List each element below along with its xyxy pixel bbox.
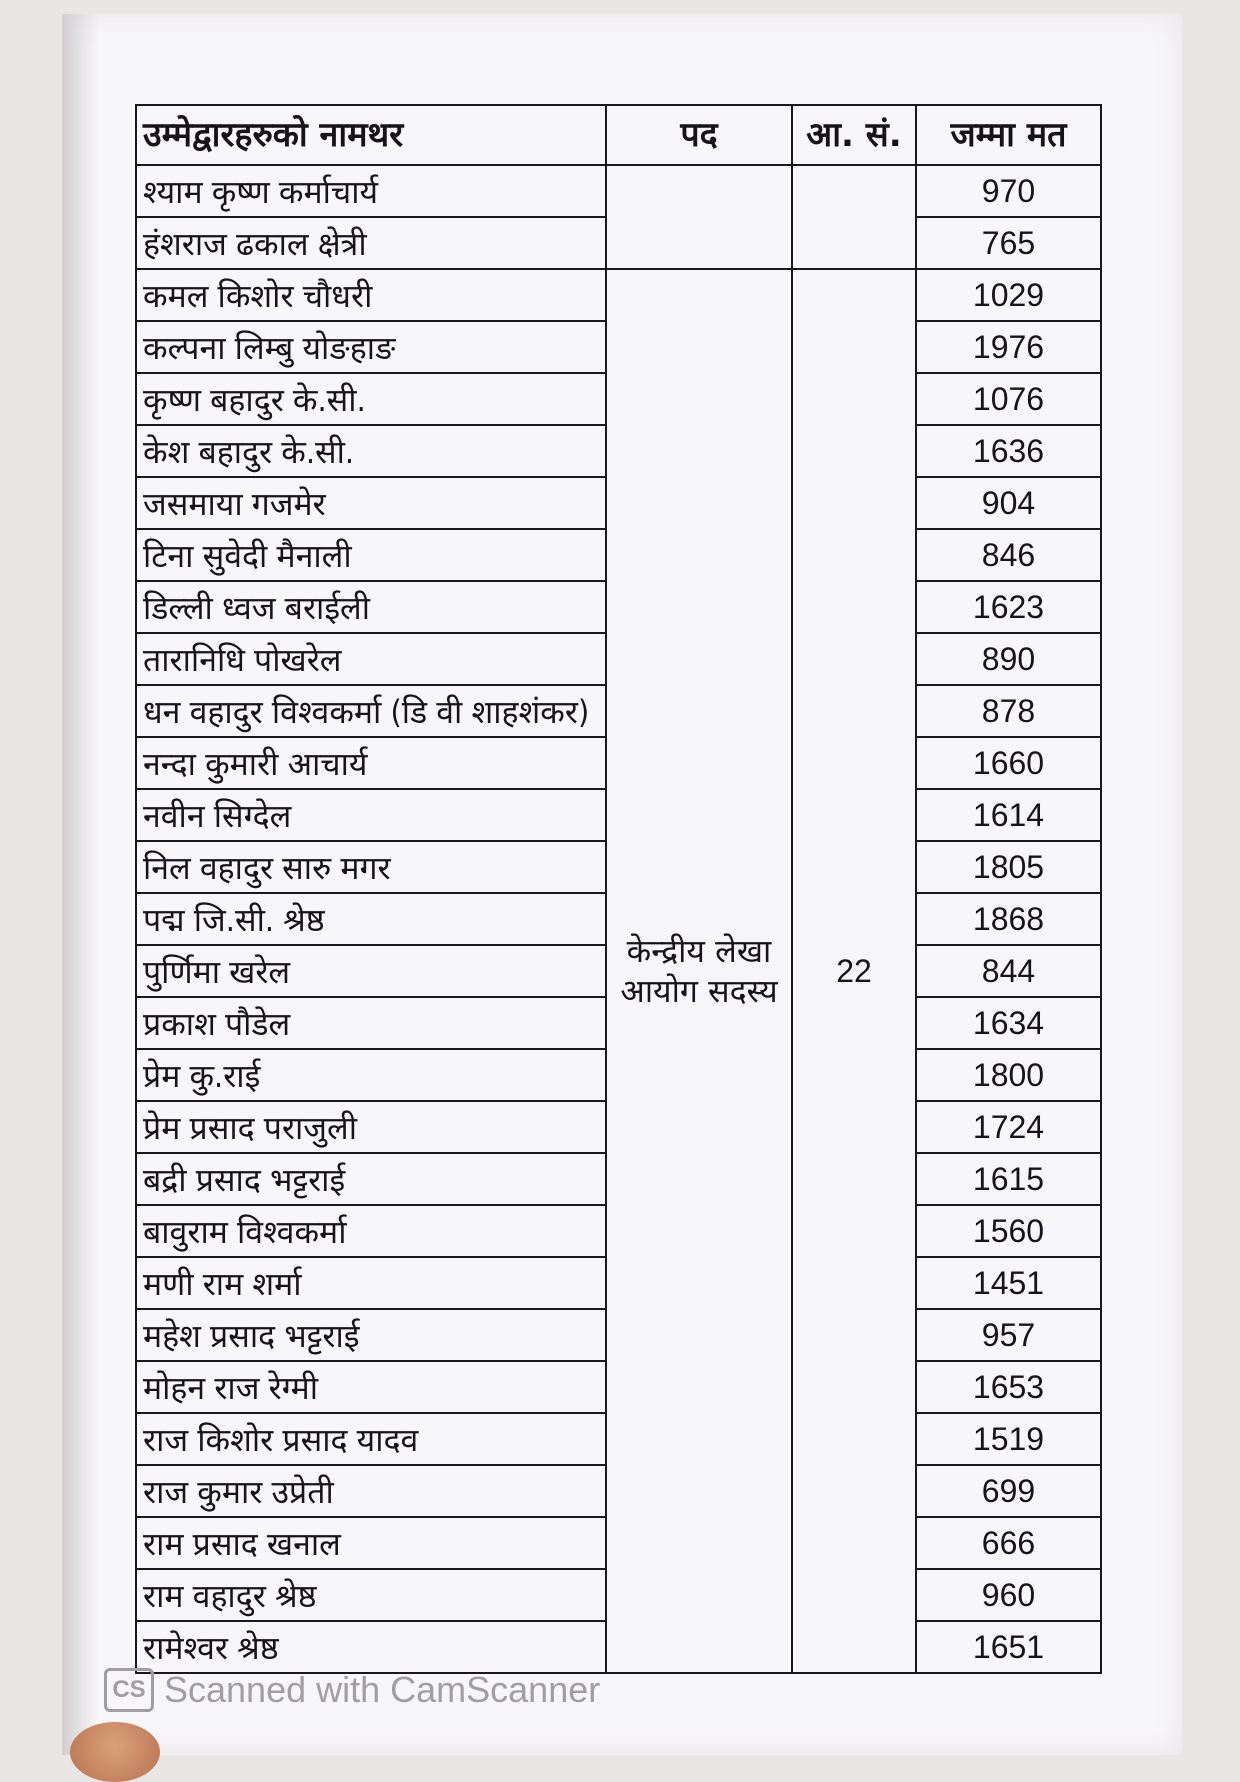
candidate-name: बावुराम विश्वकर्मा — [136, 1205, 606, 1257]
candidate-name: कृष्ण बहादुर के.सी. — [136, 373, 606, 425]
candidate-name: श्याम कृष्ण कर्माचार्य — [136, 165, 606, 217]
vote-count: 1651 — [916, 1621, 1101, 1673]
vote-count: 765 — [916, 217, 1101, 269]
vote-count: 1614 — [916, 789, 1101, 841]
candidate-name: केश बहादुर के.सी. — [136, 425, 606, 477]
table-row — [136, 165, 1101, 217]
candidate-name: नवीन सिग्देल — [136, 789, 606, 841]
header-post: पद — [606, 105, 792, 165]
candidate-name: बद्री प्रसाद भट्टराई — [136, 1153, 606, 1205]
thumb-in-photo — [70, 1722, 160, 1782]
vote-count: 1636 — [916, 425, 1101, 477]
vote-count: 1653 — [916, 1361, 1101, 1413]
vote-count: 1805 — [916, 841, 1101, 893]
vote-count: 1724 — [916, 1101, 1101, 1153]
candidate-name: निल वहादुर सारु मगर — [136, 841, 606, 893]
header-candidate-name: उम्मेद्वारहरुको नामथर — [136, 105, 606, 165]
vote-count: 1634 — [916, 997, 1101, 1049]
candidate-name: पद्म जि.सी. श्रेष्ठ — [136, 893, 606, 945]
candidate-name: राज कुमार उप्रेती — [136, 1465, 606, 1517]
header-seats: आ. सं. — [792, 105, 916, 165]
vote-count: 1451 — [916, 1257, 1101, 1309]
vote-count: 1560 — [916, 1205, 1101, 1257]
candidate-votes-table — [135, 104, 1102, 1674]
post-cell — [606, 269, 792, 1673]
candidate-name: राम प्रसाद खनाल — [136, 1517, 606, 1569]
seats-count: 22 — [792, 269, 916, 1673]
candidate-name: मणी राम शर्मा — [136, 1257, 606, 1309]
candidate-name: तारानिधि पोखरेल — [136, 633, 606, 685]
vote-count: 1519 — [916, 1413, 1101, 1465]
vote-count: 1868 — [916, 893, 1101, 945]
vote-count: 890 — [916, 633, 1101, 685]
candidate-name: जसमाया गजमेर — [136, 477, 606, 529]
candidate-name: मोहन राज रेग्मी — [136, 1361, 606, 1413]
vote-count: 1976 — [916, 321, 1101, 373]
post-title-line1: केन्द्रीय लेखा — [626, 932, 772, 970]
candidate-name: प्रकाश पौडेल — [136, 997, 606, 1049]
vote-count: 960 — [916, 1569, 1101, 1621]
vote-count: 904 — [916, 477, 1101, 529]
header-total-votes: जम्मा मत — [916, 105, 1101, 165]
watermark-text: Scanned with CamScanner — [164, 1669, 601, 1710]
vote-count: 844 — [916, 945, 1101, 997]
vote-count: 1660 — [916, 737, 1101, 789]
vote-count: 970 — [916, 165, 1101, 217]
vote-count: 878 — [916, 685, 1101, 737]
post-title-line2: आयोग सदस्य — [620, 972, 778, 1010]
candidate-name: रामेश्वर श्रेष्ठ — [136, 1621, 606, 1673]
table-body — [136, 165, 1101, 1673]
candidate-name: नन्दा कुमारी आचार्य — [136, 737, 606, 789]
vote-count: 1615 — [916, 1153, 1101, 1205]
vote-count: 1623 — [916, 581, 1101, 633]
candidate-name: राज किशोर प्रसाद यादव — [136, 1413, 606, 1465]
candidate-name: प्रेम कु.राई — [136, 1049, 606, 1101]
table-row — [136, 269, 1101, 321]
candidate-name: महेश प्रसाद भट्टराई — [136, 1309, 606, 1361]
camscanner-watermark — [104, 1668, 600, 1712]
candidate-name: कमल किशोर चौधरी — [136, 269, 606, 321]
paper-shadow-edge — [62, 14, 98, 1755]
candidate-name: कल्पना लिम्बु योङहाङ — [136, 321, 606, 373]
candidate-name: राम वहादुर श्रेष्ठ — [136, 1569, 606, 1621]
vote-count: 1076 — [916, 373, 1101, 425]
post-cell-empty — [606, 165, 792, 269]
candidate-name: डिल्ली ध्वज बराईली — [136, 581, 606, 633]
vote-count: 699 — [916, 1465, 1101, 1517]
candidate-name: हंशराज ढकाल क्षेत्री — [136, 217, 606, 269]
candidate-name: टिना सुवेदी मैनाली — [136, 529, 606, 581]
seats-cell-empty — [792, 165, 916, 269]
candidate-name: पुर्णिमा खरेल — [136, 945, 606, 997]
vote-count: 1800 — [916, 1049, 1101, 1101]
header-row — [136, 105, 1101, 165]
candidate-name: धन वहादुर विश्वकर्मा (डि वी शाहशंकर) — [136, 685, 606, 737]
vote-count: 957 — [916, 1309, 1101, 1361]
vote-count: 1029 — [916, 269, 1101, 321]
vote-count: 846 — [916, 529, 1101, 581]
camscanner-logo-icon: CS — [104, 1668, 154, 1712]
candidate-name: प्रेम प्रसाद पराजुली — [136, 1101, 606, 1153]
vote-count: 666 — [916, 1517, 1101, 1569]
